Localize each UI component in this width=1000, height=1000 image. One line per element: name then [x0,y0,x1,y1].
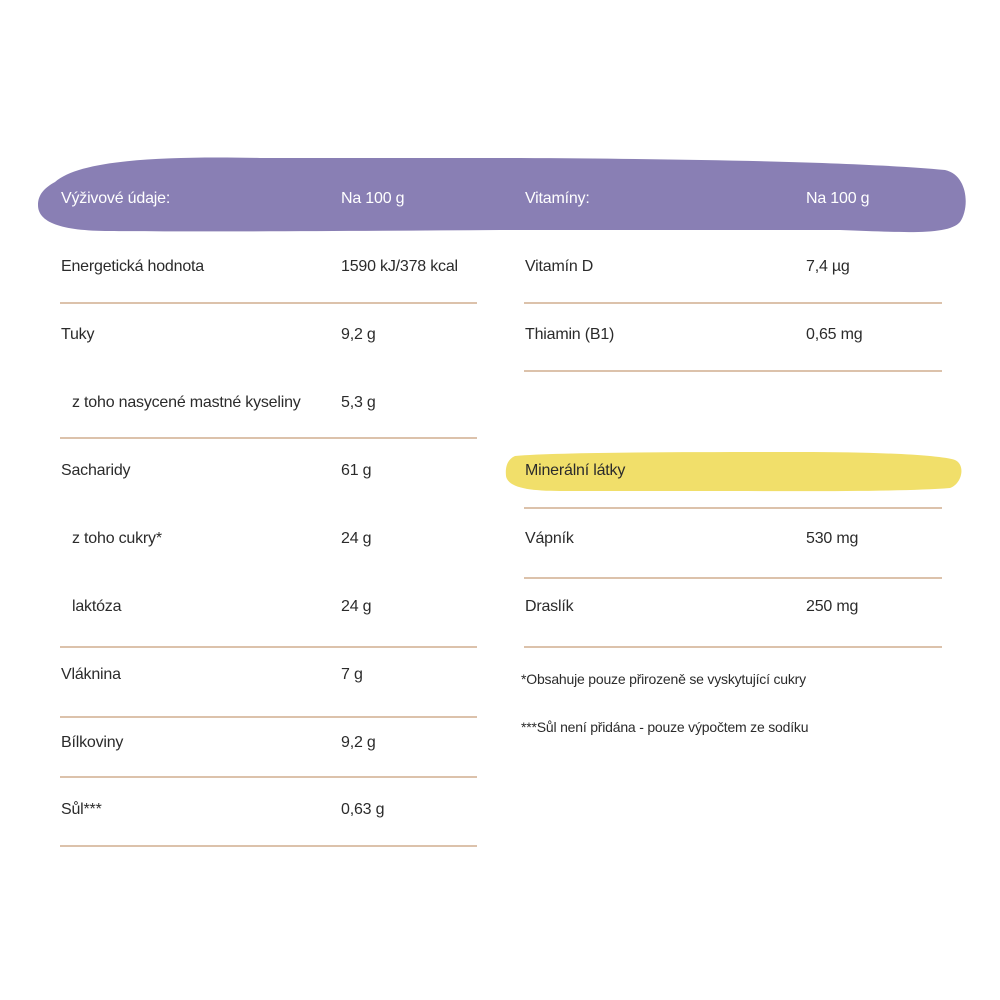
mineral-row-label: Vápník [525,530,574,547]
nutrition-row-label: z toho nasycené mastné kyseliny [72,394,301,411]
nutrition-row-label: z toho cukry* [72,530,162,547]
nutrition-row-label: Bílkoviny [61,734,124,751]
footnote-sugars: *Obsahuje pouze přirozeně se vyskytující cukry [521,671,806,687]
mineral-row-value: 250 mg [806,598,859,615]
vitamin-row-value: 0,65 mg [806,326,863,343]
vitamin-row-value: 7,4 µg [806,258,850,275]
row-divider [60,302,477,304]
minerals-header-label: Minerální látky [525,462,626,479]
nutrition-row-label: laktóza [72,598,122,615]
row-divider [60,776,477,778]
nutrition-row-value: 24 g [341,530,372,547]
nutrition-row-label: Tuky [61,326,95,343]
nutrition-row-value: 7 g [341,666,363,683]
row-divider [524,646,942,648]
nutrition-row-label: Vláknina [61,666,121,683]
row-divider [524,507,942,509]
nutrition-row-value: 1590 kJ/378 kcal [341,258,458,275]
vitamin-row-label: Vitamín D [525,258,594,275]
vitamins-header-unit: Na 100 g [806,190,870,207]
mineral-row-label: Draslík [525,598,574,615]
nutrition-row-value: 9,2 g [341,734,376,751]
row-divider [60,845,477,847]
footnote-salt: ***Sůl není přidána - pouze výpočtem ze sodíku [521,719,809,735]
nutrition-row-label: Sacharidy [61,462,131,479]
vitamin-row-label: Thiamin (B1) [525,326,615,343]
nutrition-row-label: Energetická hodnota [61,258,204,275]
nutrition-row-value: 5,3 g [341,394,376,411]
row-divider [524,370,942,372]
row-divider [60,437,477,439]
nutrition-header-unit: Na 100 g [341,190,405,207]
nutrition-row-label: Sůl*** [61,801,102,818]
nutrition-row-value: 24 g [341,598,372,615]
nutrition-header-label: Výživové údaje: [61,190,171,207]
row-divider [524,302,942,304]
row-divider [524,577,942,579]
nutrition-row-value: 0,63 g [341,801,385,818]
nutrition-row-value: 9,2 g [341,326,376,343]
mineral-row-value: 530 mg [806,530,859,547]
nutrition-row-value: 61 g [341,462,372,479]
vitamins-header-label: Vitamíny: [525,190,590,207]
row-divider [60,716,477,718]
row-divider [60,646,477,648]
